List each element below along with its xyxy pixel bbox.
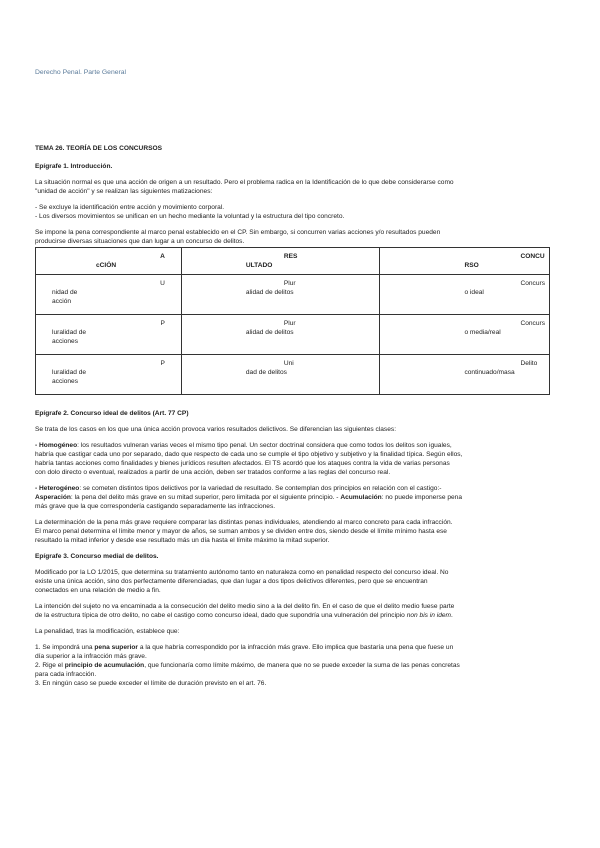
table-cell: P luralidad de acciones	[36, 355, 182, 395]
running-header: Derecho Penal. Parte General	[35, 69, 127, 76]
paragraph: La penalidad, tras la modificación, establece que:	[35, 628, 180, 635]
list-item: 3. En ningún caso se puede exceder el límite de duración previsto en el art. 76.	[35, 680, 267, 687]
table-cell: U nidad de acción	[36, 275, 182, 315]
latin-phrase: non bis in idem	[406, 612, 452, 619]
bullet-item: - Se excluye la identificación entre acción y movimiento corporal.	[35, 204, 225, 211]
concursos-table	[35, 247, 550, 395]
term-asperacion: Asperación	[35, 494, 71, 501]
paragraph: Se trata de los casos en los que una única acción provoca varios resultados delictivos. Se diferencian las siguientes clases:	[35, 426, 397, 433]
paragraph: - Homogéneo: los resultados vulneran varias veces el mismo tipo penal. Un sector doctrinal considera que como todos los delitos son iguales,	[35, 442, 452, 449]
term-heterogeneo: - Heterogéneo	[35, 485, 80, 492]
term-homogeneo: - Homogéneo	[35, 442, 78, 449]
paragraph-line: habría tantas acciones como finalidades y bienes jurídicos resulten afectados. El TS acordó que los ataques contra la vida de varias personas	[35, 460, 450, 467]
paragraph-line: conectados en una relación de medio a fin.	[35, 587, 161, 594]
table-cell: Delito continuado/masa	[380, 355, 550, 395]
paragraph-line: existe una única acción, sino dos perfectamente diferenciadas, que dan lugar a dos tipos delictivos diferentes, pero que se encuentran	[35, 578, 428, 585]
table-header-cell: A cCIÓN	[36, 248, 182, 275]
table-cell: Plur alidad de delitos	[181, 315, 380, 355]
list-item: 2. Rige el principio de acumulación, que funcionaría como límite máximo, de manera que no se puede exceder la suma de las penas concretas	[35, 662, 460, 669]
list-item-continuation: día superior a la infracción más grave.	[35, 653, 147, 660]
epigrafe-1-title: Epígrafe 1. Introducción.	[35, 163, 113, 170]
paragraph-line: más grave que la que correspondería castigando separadamente las infracciones.	[35, 503, 276, 510]
paragraph: - Heterogéneo: se cometen distintos tipos delictivos por la variedad de resultado. Se contemplan dos principios en relación con el castigo:-	[35, 485, 442, 492]
list-item: 1. Se impondrá una pena superior a la que habría correspondido por la infracción más grave. Ello implica que bastaría una pena que fuese un	[35, 644, 454, 651]
table-cell: Concurs o ideal	[380, 275, 550, 315]
document-body	[35, 144, 550, 688]
paragraph: La intención del sujeto no va encaminada a la consecución del delito medio sino a la del delito fin. En el caso de que el delito medio fuese parte	[35, 603, 455, 610]
table-row	[36, 275, 550, 315]
paragraph: producirse diversas situaciones que dan lugar a un concurso de delitos.	[35, 238, 245, 245]
table-cell: P luralidad de acciones	[36, 315, 182, 355]
table-header-row	[36, 248, 550, 275]
paragraph-line: Asperación: la pena del delito más grave en su mitad superior, pero limitada por el siguiente principio. - Acumulación: no puede imponerse pena	[35, 494, 463, 501]
paragraph: "unidad de acción" y se realizan las siguientes matizaciones:	[35, 188, 213, 195]
bullet-item: - Los diversos movimientos se unifican en un hecho mediante la voluntad y la estructura del tipo concreto.	[35, 213, 345, 220]
list-item-continuation: para cada infracción.	[35, 671, 97, 678]
paragraph-line: de la estructura típica de otro delito, no cabe el castigo como concurso ideal, dado que supondría una vulneración del principio non bis in idem.	[35, 612, 453, 619]
table-cell: Uni dad de delitos	[181, 355, 380, 395]
paragraph: La situación normal es que una acción de origen a un resultado. Pero el problema radica en la Identificación de lo que debe considerarse como	[35, 179, 454, 186]
table-row	[36, 355, 550, 395]
topic-title: TEMA 26. TEORÍA DE LOS CONCURSOS	[35, 145, 163, 152]
table-cell: Concurs o media/real	[380, 315, 550, 355]
paragraph-line: resultado la mitad inferior y desde ese resultado más un día hasta el límite máximo la mitad superior.	[35, 537, 330, 544]
epigrafe-2-title: Epígrafe 2. Concurso ideal de delitos (Art. 77 CP)	[35, 410, 189, 417]
paragraph-line: habría que castigar cada uno por separado, dado que respecto de cada uno se cumple el tipo objetivo y subjetivo y la finalidad típica. Según ellos,	[35, 451, 463, 458]
table-cell: Plur alidad de delitos	[181, 275, 380, 315]
epigrafe-3-title: Epígrafe 3. Concurso medial de delitos.	[35, 553, 159, 560]
paragraph: Se impone la pena correspondiente al marco penal establecido en el CP. Sin embargo, si concurren varias acciones y/o resultados pueden	[35, 229, 441, 236]
paragraph: La determinación de la pena más grave requiere comparar las distintas penas individuales, atendiendo al marco concreto para cada infracción.	[35, 519, 453, 526]
paragraph: Modificado por la LO 1/2015, que determina su tratamiento autónomo tanto en naturaleza como en penalidad respecto del concurso ideal. No	[35, 569, 449, 576]
paragraph-line: con dolo directo o eventual, realizados a partir de una acción, deben ser tratados conforme a las reglas del concurso real.	[35, 469, 391, 476]
table-row	[36, 315, 550, 355]
term-acumulacion: Acumulación	[340, 494, 382, 501]
table-header-cell: RES ULTADO	[181, 248, 380, 275]
table-header-cell: CONCU RSO	[380, 248, 550, 275]
paragraph-line: El marco penal determina el límite menor y mayor de años, se suman ambos y se dividen entre dos, siendo desde el límite mínimo hasta ese	[35, 528, 447, 535]
